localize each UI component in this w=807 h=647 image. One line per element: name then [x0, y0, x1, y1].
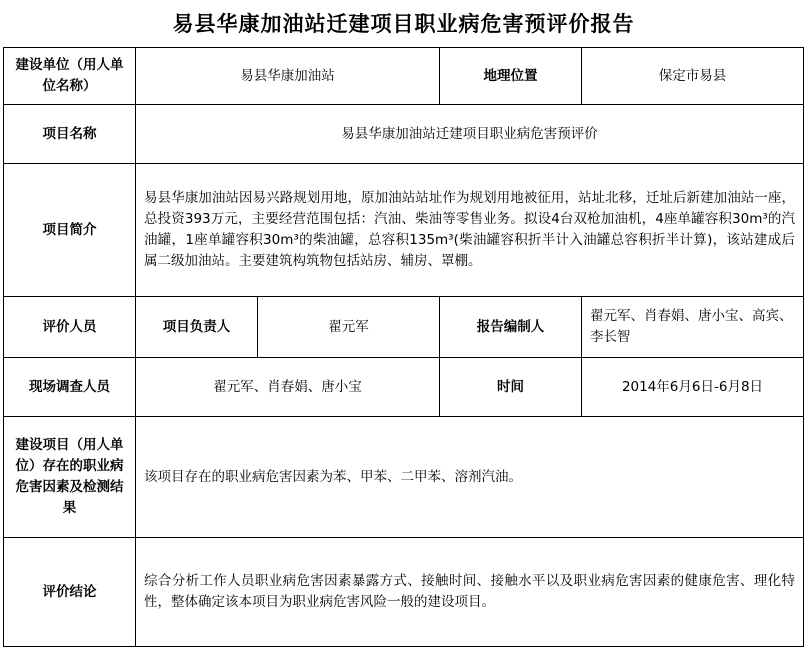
label-project-name: 项目名称 [4, 105, 136, 164]
value-project-leader: 翟元军 [258, 297, 440, 358]
table-row [4, 358, 804, 417]
table-row [4, 538, 804, 647]
table-row [4, 417, 804, 538]
label-hazard-factors: 建设项目（用人单位）存在的职业病危害因素及检测结果 [4, 417, 136, 538]
evaluation-summary-table [3, 47, 804, 647]
label-location: 地理位置 [440, 48, 582, 105]
value-site-survey-staff: 翟元军、肖春娟、唐小宝 [136, 358, 440, 417]
label-survey-time: 时间 [440, 358, 582, 417]
table-row [4, 48, 804, 105]
table-row [4, 105, 804, 164]
label-project-leader: 项目负责人 [136, 297, 258, 358]
value-report-writer: 翟元军、肖春娟、唐小宝、高宾、李长智 [582, 297, 804, 358]
label-evaluation-staff: 评价人员 [4, 297, 136, 358]
label-site-survey-staff: 现场调查人员 [4, 358, 136, 417]
label-conclusion: 评价结论 [4, 538, 136, 647]
value-hazard-factors: 该项目存在的职业病危害因素为苯、甲苯、二甲苯、溶剂汽油。 [136, 417, 804, 538]
label-construction-unit: 建设单位（用人单位名称） [4, 48, 136, 105]
value-conclusion: 综合分析工作人员职业病危害因素暴露方式、接触时间、接触水平以及职业病危害因素的健康危害、理化特性，整体确定该本项目为职业病危害风险一般的建设项目。 [136, 538, 804, 647]
page-title: 易县华康加油站迁建项目职业病危害预评价报告 [172, 12, 635, 36]
value-survey-time: 2014年6月6日-6月8日 [582, 358, 804, 417]
label-project-intro: 项目简介 [4, 164, 136, 297]
value-construction-unit: 易县华康加油站 [136, 48, 440, 105]
label-report-writer: 报告编制人 [440, 297, 582, 358]
value-location: 保定市易县 [582, 48, 804, 105]
value-project-intro: 易县华康加油站因易兴路规划用地，原加油站站址作为规划用地被征用，站址北移，迁址后新建加油站一座，总投资393万元，主要经营范围包括：汽油、柴油等零售业务。拟设4台双枪加油机，4座单罐容积30m³的汽油罐，1座单罐容积30m³的柴油罐，总容积135m³(柴油罐容积折半计入油罐总容积折半计算)，该站建成后属二级加油站。主要建筑构筑物包括站房、辅房、罩棚。 [136, 164, 804, 297]
table-row [4, 164, 804, 297]
value-project-name: 易县华康加油站迁建项目职业病危害预评价 [136, 105, 804, 164]
table-row [4, 297, 804, 358]
